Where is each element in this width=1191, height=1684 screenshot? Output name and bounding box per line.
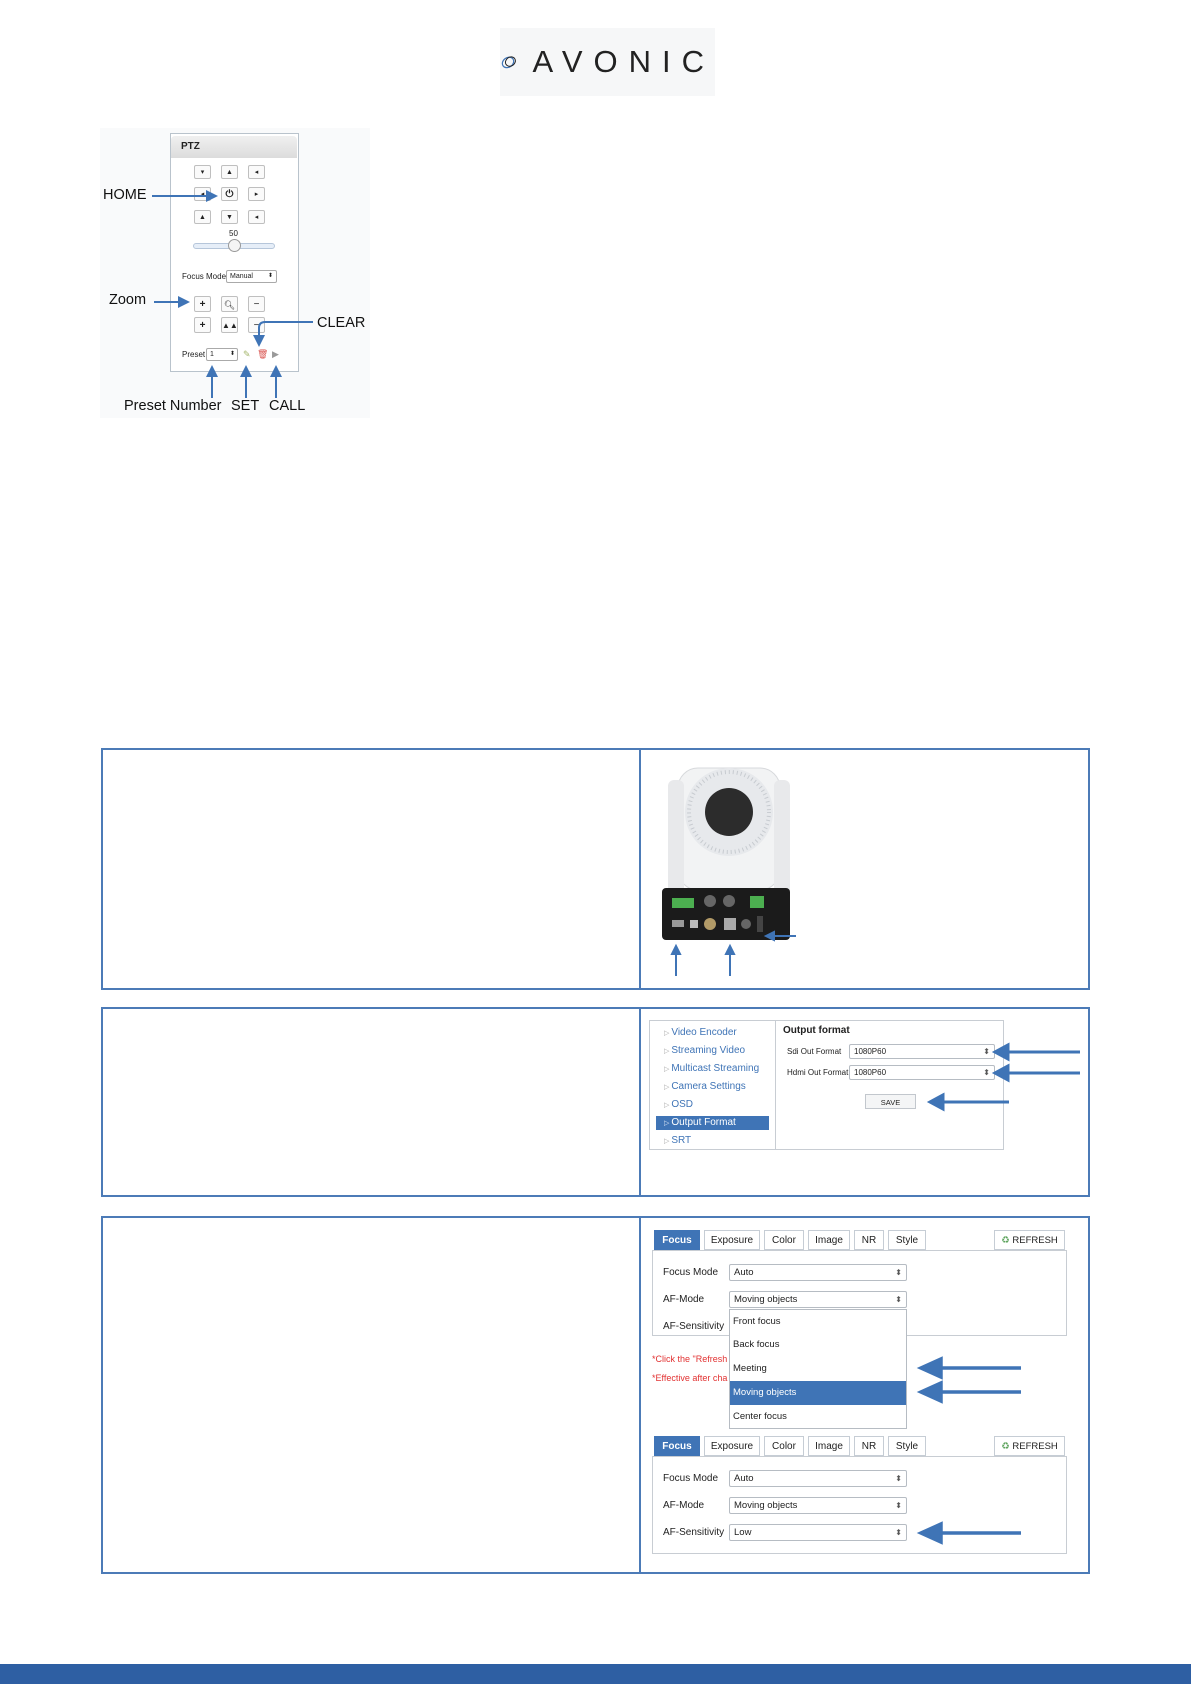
nav-divider bbox=[775, 1021, 776, 1149]
tab-style[interactable]: Style bbox=[888, 1436, 926, 1456]
chevron-updown-icon: ⬍ bbox=[895, 1528, 902, 1537]
tab-focus[interactable]: Focus bbox=[654, 1436, 700, 1456]
preset-label: Preset bbox=[182, 350, 206, 359]
focus-far-button[interactable]: − bbox=[248, 317, 265, 333]
brand-name: AVONIC bbox=[532, 44, 715, 79]
callout-zoom: Zoom bbox=[109, 292, 147, 308]
af-sensitivity-value: Low bbox=[734, 1527, 752, 1538]
dropdown-option-selected[interactable]: Moving objects bbox=[730, 1381, 906, 1405]
zoom-in-button[interactable]: + bbox=[194, 296, 211, 312]
table-divider bbox=[639, 748, 641, 990]
chevron-updown-icon: ⬍ bbox=[983, 1047, 990, 1056]
avonic-logo-icon bbox=[500, 42, 518, 82]
save-arrow bbox=[925, 1090, 1015, 1115]
ptz-title: PTZ bbox=[171, 136, 297, 158]
output-format-title: Output format bbox=[783, 1025, 850, 1036]
pan-left-button[interactable]: ◂ bbox=[194, 187, 211, 201]
chevron-right-icon: ▷ bbox=[664, 1048, 672, 1055]
tab-color[interactable]: Color bbox=[764, 1436, 804, 1456]
focus-tabs-bottom bbox=[654, 1436, 926, 1456]
effective-note: *Effective after cha bbox=[652, 1373, 728, 1383]
call-play-icon[interactable]: ▶ bbox=[272, 349, 279, 359]
tab-image[interactable]: Image bbox=[808, 1436, 850, 1456]
chevron-right-icon: ▷ bbox=[664, 1138, 672, 1145]
callout-set: SET bbox=[231, 398, 260, 414]
nav-item-multicast-streaming[interactable]: ▷ Multicast Streaming bbox=[664, 1063, 760, 1074]
af-sensitivity-label: AF-Sensitivity bbox=[663, 1321, 725, 1332]
af-mode-value: Moving objects bbox=[734, 1294, 798, 1305]
nav-item-streaming-video[interactable]: ▷ Streaming Video bbox=[664, 1045, 746, 1056]
table-divider bbox=[639, 1007, 641, 1197]
focus-mode-label: Focus Mode bbox=[663, 1473, 719, 1484]
chevron-updown-icon: ⬍ bbox=[267, 273, 273, 279]
ptz-focus-mode-label: Focus Mode bbox=[182, 272, 227, 281]
tab-image[interactable]: Image bbox=[808, 1230, 850, 1250]
af-mode-label: AF-Mode bbox=[663, 1294, 705, 1305]
dropdown-option[interactable]: Back focus bbox=[733, 1339, 780, 1350]
output-nav bbox=[656, 1024, 769, 1150]
chevron-right-icon: ▷ bbox=[664, 1120, 672, 1127]
pan-up-left-button[interactable]: ▾ bbox=[194, 165, 211, 179]
chevron-updown-icon: ⬍ bbox=[229, 351, 235, 357]
refresh-note: *Click the "Refresh bbox=[652, 1354, 728, 1364]
ptz-focus-mode-value: Manual bbox=[230, 273, 253, 280]
focus-mountain-icon[interactable]: ▲▲ bbox=[221, 317, 238, 333]
af-sensitivity-label: AF-Sensitivity bbox=[663, 1527, 725, 1538]
tab-exposure[interactable]: Exposure bbox=[704, 1230, 760, 1250]
home-button[interactable]: ⏻ bbox=[221, 187, 238, 201]
focus-mode-select[interactable] bbox=[729, 1470, 907, 1487]
tab-focus[interactable]: Focus bbox=[654, 1230, 700, 1250]
tilt-down-button[interactable]: ▼ bbox=[221, 210, 238, 224]
preset-number-value: 1 bbox=[210, 351, 214, 358]
tab-exposure[interactable]: Exposure bbox=[704, 1436, 760, 1456]
brand-logo bbox=[500, 28, 715, 96]
sdi-out-format-value: 1080P60 bbox=[854, 1047, 887, 1056]
refresh-button[interactable]: ♻ REFRESH bbox=[994, 1436, 1065, 1456]
dropdown-option[interactable]: Front focus bbox=[733, 1316, 781, 1327]
nav-item-camera-settings[interactable]: ▷ Camera Settings bbox=[664, 1081, 746, 1092]
callout-home: HOME bbox=[103, 187, 147, 203]
nav-item-osd[interactable]: ▷ OSD bbox=[664, 1099, 693, 1110]
callout-call: CALL bbox=[269, 398, 306, 414]
focus-mode-value: Auto bbox=[734, 1473, 754, 1484]
set-pencil-icon[interactable]: ✎ bbox=[243, 349, 251, 359]
hdmi-out-format-label: Hdmi Out Format bbox=[787, 1068, 849, 1077]
refresh-icon: ♻ bbox=[1001, 1441, 1010, 1452]
chevron-right-icon: ▷ bbox=[664, 1030, 672, 1037]
refresh-button[interactable]: ♻ REFRESH bbox=[994, 1230, 1065, 1250]
chevron-right-icon: ▷ bbox=[664, 1066, 672, 1073]
chevron-updown-icon: ⬍ bbox=[895, 1295, 902, 1304]
tab-nr[interactable]: NR bbox=[854, 1230, 884, 1250]
pan-up-right-button[interactable]: ◂ bbox=[248, 165, 265, 179]
af-mode-dropdown bbox=[729, 1309, 907, 1429]
af-mode-select[interactable] bbox=[729, 1291, 907, 1308]
chevron-right-icon: ▷ bbox=[664, 1084, 672, 1091]
table-divider bbox=[639, 1216, 641, 1574]
clear-arrow bbox=[259, 322, 313, 345]
chevron-updown-icon: ⬍ bbox=[983, 1068, 990, 1077]
clear-trash-icon[interactable]: 🗑︎ bbox=[257, 349, 269, 359]
pan-right-button[interactable]: ▸ bbox=[248, 187, 265, 201]
hdmi-out-format-value: 1080P60 bbox=[854, 1068, 887, 1077]
af-mode-value: Moving objects bbox=[734, 1500, 798, 1511]
hdmi-out-format-select[interactable] bbox=[849, 1065, 995, 1080]
focus-mode-select[interactable] bbox=[729, 1264, 907, 1281]
tab-nr[interactable]: NR bbox=[854, 1436, 884, 1456]
pan-down-right-button[interactable]: ◂ bbox=[248, 210, 265, 224]
nav-item-srt[interactable]: ▷ SRT bbox=[664, 1135, 692, 1146]
af-sensitivity-select[interactable] bbox=[729, 1524, 907, 1541]
tilt-up-button[interactable]: ▲ bbox=[221, 165, 238, 179]
dropdown-arrows bbox=[915, 1355, 1025, 1405]
ptz-callout-arrows bbox=[0, 0, 400, 420]
sdi-out-format-select[interactable] bbox=[849, 1044, 995, 1059]
focus-near-button[interactable]: + bbox=[194, 317, 211, 333]
nav-item-video-encoder[interactable]: ▷ Video Encoder bbox=[664, 1027, 737, 1038]
chevron-right-icon: ▷ bbox=[664, 1102, 672, 1109]
tab-color[interactable]: Color bbox=[764, 1230, 804, 1250]
zoom-out-button[interactable]: − bbox=[248, 296, 265, 312]
zoom-search-icon[interactable]: 🔍︎ bbox=[221, 296, 238, 312]
af-mode-select[interactable] bbox=[729, 1497, 907, 1514]
nav-item-output-format[interactable]: ▷ Output Format bbox=[656, 1116, 769, 1130]
speed-value: 50 bbox=[229, 229, 238, 238]
sensitivity-arrow bbox=[915, 1520, 1025, 1546]
refresh-icon: ♻ bbox=[1001, 1235, 1010, 1246]
chevron-updown-icon: ⬍ bbox=[895, 1501, 902, 1510]
callout-preset-number: Preset Number bbox=[124, 398, 222, 414]
focus-mode-label: Focus Mode bbox=[663, 1267, 719, 1278]
chevron-updown-icon: ⬍ bbox=[895, 1268, 902, 1277]
sdi-out-format-label: Sdi Out Format bbox=[787, 1047, 842, 1056]
save-button[interactable]: SAVE bbox=[865, 1094, 916, 1109]
chevron-updown-icon: ⬍ bbox=[895, 1474, 902, 1483]
focus-mode-value: Auto bbox=[734, 1267, 754, 1278]
table-row bbox=[101, 748, 1090, 990]
dropdown-option[interactable]: Meeting bbox=[733, 1363, 767, 1374]
camera-port-arrows bbox=[660, 920, 810, 980]
footer-bar bbox=[0, 1664, 1191, 1684]
pan-down-left-button[interactable]: ▲ bbox=[194, 210, 211, 224]
focus-tabs-top bbox=[654, 1230, 926, 1250]
tab-style[interactable]: Style bbox=[888, 1230, 926, 1250]
af-mode-label: AF-Mode bbox=[663, 1500, 705, 1511]
dropdown-option[interactable]: Center focus bbox=[733, 1411, 787, 1422]
callout-clear: CLEAR bbox=[317, 315, 366, 331]
